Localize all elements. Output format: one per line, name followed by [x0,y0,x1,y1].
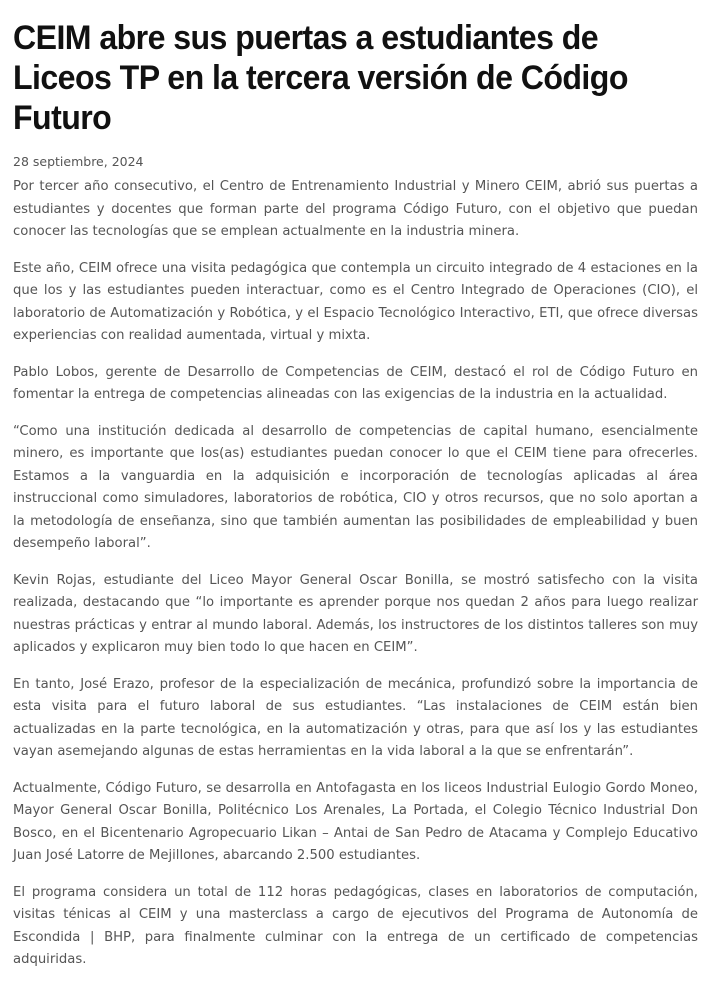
article-paragraph: Por tercer año consecutivo, el Centro de Entrenamiento Industrial y Minero CEIM, abrió sus puertas a estudiantes y docentes que forman parte del programa Código Futuro, con el objetivo que puedan conocer las tecnologías que se emplean actualmente en la industria minera. [13,179,698,239]
article-paragraph: “Como una institución dedicada al desarrollo de competencias de capital humano, esencialmente minero, es importante que los(as) estudiantes puedan conocer lo que el CEIM tiene para ofrecerles. Estamos a la vanguardia en la adquisición e incorporación de tecnologías aplicadas al área instruccional como simuladores, laboratorios de robótica, CIO y otros recursos, que no solo aportan a la metodología de enseñanza, sino que también aumentan las posibilidades de empleabilidad y buen desempeño laboral”. [13,423,698,551]
article-paragraph: Actualmente, Código Futuro, se desarrolla en Antofagasta en los liceos Industrial Eulogio Gordo Moneo, Mayor General Oscar Bonilla, Politécnico Los Arenales, La Portada, el Colegio Técnico Industrial Don Bosco, en el Bicentenario Agropecuario Likan – Antai de San Pedro de Atacama y Complejo Educativo Juan José Latorre de Mejillones, abarcando 2.500 estudiantes. [13,780,698,863]
article-date: 28 septiembre, 2024 [13,154,144,169]
article-paragraph: El programa considera un total de 112 horas pedagógicas, clases en laboratorios de computación, visitas ténicas al CEIM y una masterclass a cargo de ejecutivos del Programa de Autonomía de Escondida | BHP, para finalmente culminar con la entrega de un certificado de competencias adquiridas. [13,884,698,967]
article-paragraph: Kevin Rojas, estudiante del Liceo Mayor General Oscar Bonilla, se mostró satisfecho con la visita realizada, destacando que “lo importante es aprender porque nos quedan 2 años para luego realizar nuestras prácticas y entrar al mundo laboral. Además, los instructores de los distintos talleres son muy aplicados y explicaron muy bien todo lo que hacen en CEIM”. [13,572,698,655]
article-paragraph: Este año, CEIM ofrece una visita pedagógica que contempla un circuito integrado de 4 estaciones en la que los y las estudiantes pueden interactuar, como es el Centro Integrado de Operaciones (CIO), el laboratorio de Automatización y Robótica, y el Espacio Tecnológico Interactivo, ETI, que ofrece diversas experiencias con realidad aumentada, virtual y mixta. [13,260,698,343]
article-title: CEIM abre sus puertas a estudiantes de Liceos TP en la tercera versión de Código Futuro [13,19,628,137]
article-paragraph: En tanto, José Erazo, profesor de la especialización de mecánica, profundizó sobre la importancia de esta visita para el futuro laboral de sus estudiantes. “Las instalaciones de CEIM están bien actualizadas en la parte tecnológica, en la automatización y otras, para que así los y las estudiantes vayan asemejando algunas de estas herramientas en la vida laboral a la que se enfrentarán”. [13,676,698,759]
article-paragraph: Pablo Lobos, gerente de Desarrollo de Competencias de CEIM, destacó el rol de Código Futuro en fomentar la entrega de competencias alineadas con las exigencias de la industria en la actualidad. [13,364,698,402]
